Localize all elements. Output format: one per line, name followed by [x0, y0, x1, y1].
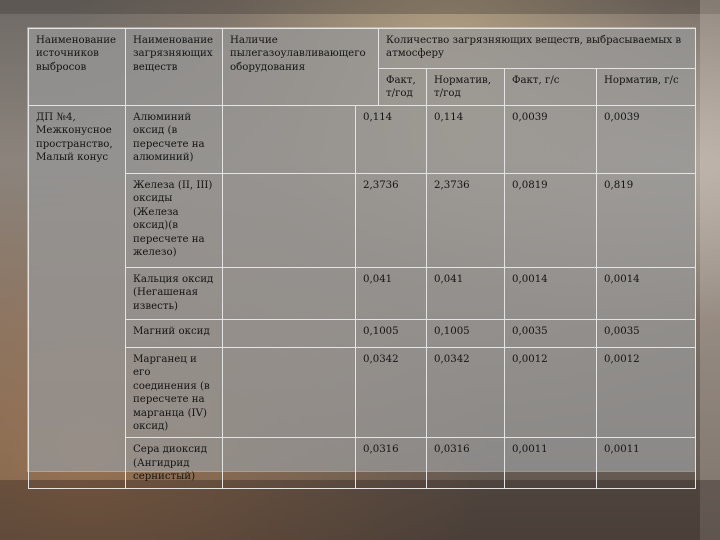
- norm-ty-cell: 2,3736: [427, 174, 505, 268]
- header-fact-ty: Факт, т/год: [379, 69, 427, 106]
- norm-gs-cell: 0,0012: [597, 348, 696, 438]
- emissions-table: [28, 28, 696, 489]
- norm-gs-cell: 0,0011: [597, 438, 696, 488]
- header-row: [29, 29, 696, 69]
- substance-cell: Железа (II, III) оксиды (Железа оксид)(в пересчете на железо): [126, 174, 223, 268]
- table-row: [29, 174, 696, 268]
- table-row: [29, 268, 696, 320]
- norm-ty-cell: 0,0342: [427, 348, 505, 438]
- norm-ty-cell: 0,0316: [427, 438, 505, 488]
- equipment-cell: [223, 106, 356, 174]
- fact-gs-cell: 0,0039: [505, 106, 597, 174]
- fact-gs-cell: 0,0035: [505, 320, 597, 348]
- header-substance: Наименование загрязняющих веществ: [126, 29, 223, 106]
- norm-ty-cell: 0,114: [427, 106, 505, 174]
- header-norm-gs: Норматив, г/с: [597, 69, 696, 106]
- fact-gs-cell: 0,0011: [505, 438, 597, 488]
- header-quantity: Количество загрязняющих веществ, выбрасываемых в атмосферу: [379, 29, 696, 69]
- fact-ty-cell: 2,3736: [356, 174, 427, 268]
- equipment-cell: [223, 320, 356, 348]
- table-row: [29, 348, 696, 438]
- table-row: [29, 106, 696, 174]
- table-row: [29, 438, 696, 488]
- header-norm-ty: Норматив, т/год: [427, 69, 505, 106]
- header-source: Наименование источников выбросов: [29, 29, 126, 106]
- fact-ty-cell: 0,1005: [356, 320, 427, 348]
- equipment-cell: [223, 438, 356, 488]
- substance-cell: Марганец и его соединения (в пересчете на марганца (IV) оксид): [126, 348, 223, 438]
- substance-cell: Алюминий оксид (в пересчете на алюминий): [126, 106, 223, 174]
- fact-ty-cell: 0,041: [356, 268, 427, 320]
- source-name: ДП №4, Межконусное пространство, Малый конус: [29, 106, 126, 489]
- norm-gs-cell: 0,819: [597, 174, 696, 268]
- fact-gs-cell: 0,0012: [505, 348, 597, 438]
- substance-cell: Сера диоксид (Ангидрид сернистый): [126, 438, 223, 488]
- norm-ty-cell: 0,041: [427, 268, 505, 320]
- fact-gs-cell: 0,0014: [505, 268, 597, 320]
- norm-gs-cell: 0,0014: [597, 268, 696, 320]
- header-fact-gs: Факт, г/с: [505, 69, 597, 106]
- equipment-cell: [223, 348, 356, 438]
- substance-cell: Магний оксид: [126, 320, 223, 348]
- norm-gs-cell: 0,0039: [597, 106, 696, 174]
- fact-gs-cell: 0,0819: [505, 174, 597, 268]
- norm-ty-cell: 0,1005: [427, 320, 505, 348]
- header-equipment: Наличие пылегазоулавливающего оборудования: [223, 29, 379, 106]
- fact-ty-cell: 0,0316: [356, 438, 427, 488]
- substance-cell: Кальция оксид (Негашеная известь): [126, 268, 223, 320]
- equipment-cell: [223, 174, 356, 268]
- fact-ty-cell: 0,114: [356, 106, 427, 174]
- table-row: [29, 320, 696, 348]
- equipment-cell: [223, 268, 356, 320]
- fact-ty-cell: 0,0342: [356, 348, 427, 438]
- norm-gs-cell: 0,0035: [597, 320, 696, 348]
